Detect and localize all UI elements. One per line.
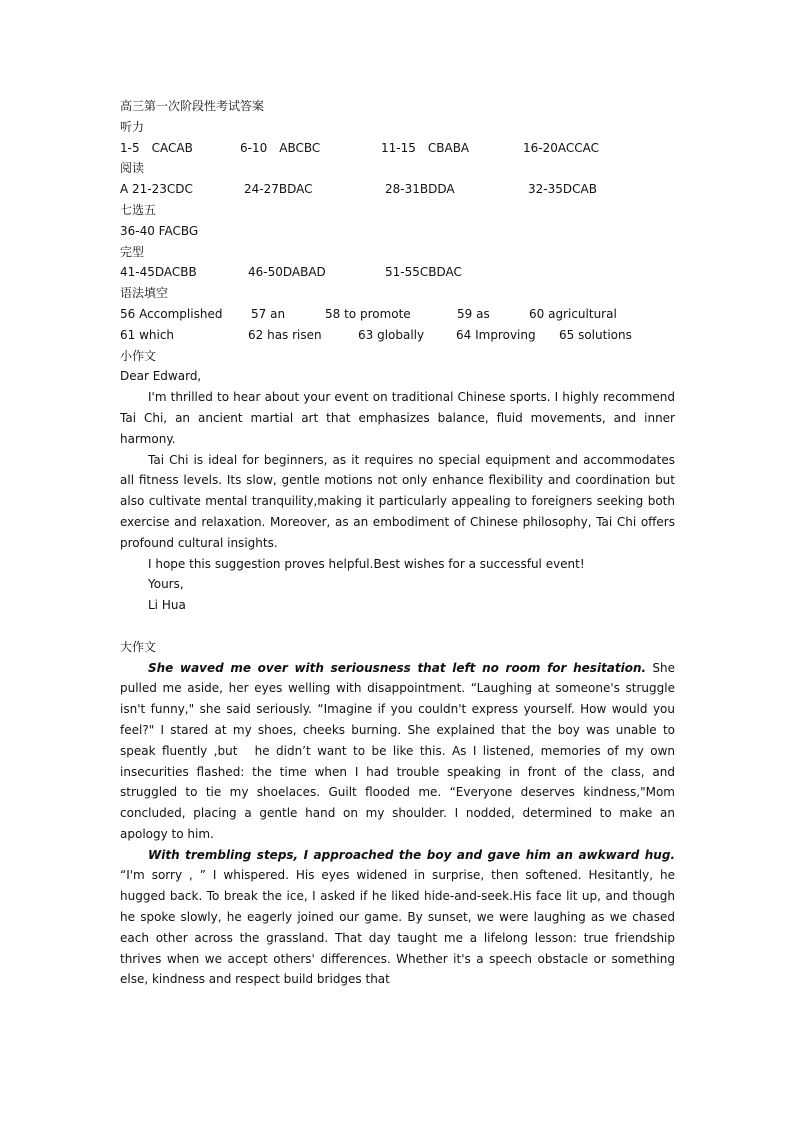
answer-item: 63 globally [358, 327, 425, 342]
section-heading-listening: 听力 [120, 119, 145, 134]
letter-paragraph: Tai Chi is ideal for beginners, as it requires no special equipment and accommodates all fitness levels. Its slow, gentle motions not only enhance flexibility and coordination but also cultivate mental tranquility,making it particularly appealing to foreigners seeking both exercise and relaxation. Moreover, as an embodiment of Chinese philosophy, Tai Chi offers profound cultural insights. [120, 452, 675, 550]
answer-item: 57 an [251, 306, 286, 321]
section-heading-cloze: 完型 [120, 244, 145, 259]
answer-item: 56 Accomplished [120, 306, 223, 321]
answer-group: 41-45DACBB [120, 265, 197, 280]
answer-group: 36-40 FACBG [120, 223, 199, 238]
grammar-answers-row-2 [120, 325, 675, 346]
answer-group: 46-50DABAD [248, 265, 326, 280]
letter-paragraph: I hope this suggestion proves helpful.Best wishes for a successful event! [148, 556, 585, 571]
section-heading-grammar: 语法填空 [120, 286, 169, 301]
essay-paragraph [120, 845, 675, 991]
answer-item: 62 has risen [248, 327, 322, 342]
letter-paragraph: I'm thrilled to hear about your event on traditional Chinese sports. I highly recommend Tai Chi, an ancient martial art that emphasizes balance, fluid movements, and inner harmony. [120, 390, 675, 446]
essay-lead-sentence: With trembling steps, I approached the boy and gave him an awkward hug. [148, 847, 675, 862]
answer-item: 64 Improving [456, 327, 536, 342]
section-heading-seven-choose-five: 七选五 [120, 202, 157, 217]
answer-group: 51-55CBDAC [385, 265, 462, 280]
essay-body: She pulled me aside, her eyes welling with disappointment. “Laughing at someone's struggle isn't funny," she said seriously. “Imagine if you couldn't express yourself. How would you feel?" I stared at my shoes, cheeks burning. She explained that the boy was unable to speak fluently ,but he didn’t want to be like this. As I listened, memories of my own insecurities flashed: the time when I had trouble speaking in front of the class, and struggled to tie my shoelaces. Guilt flooded me. “Everyone deserves kindness,"Mom concluded, placing a gentle hand on my shoulder. I nodded, determined to make an apology to him. [120, 660, 675, 841]
page-title: 高三第一次阶段性考试答案 [120, 99, 265, 113]
essay-body: “I'm sorry , ” I whispered. His eyes widened in surprise, then softened. Hesitantly, he hugged back. To break the ice, I asked if he liked hide-and-seek.His face lit up, and though he spoke slowly, he eagerly joined our game. By sunset, we were laughing as we chased each other across the grassland. That day taught me a lifelong lesson: true friendship thrives when we accept others' differences. Whether it's a speech obstacle or something else, kindness and respect build bridges that [120, 868, 675, 987]
section-heading-short-essay: 小作文 [120, 348, 157, 363]
reading-answers [120, 179, 675, 200]
answer-group: 16-20ACCAC [523, 140, 600, 155]
section-gap [120, 616, 675, 637]
answer-group: 6-10 ABCBC [240, 140, 321, 155]
letter-greeting: Dear Edward, [120, 369, 202, 384]
answer-sheet [120, 96, 675, 990]
answer-item: 61 which [120, 327, 175, 342]
answer-group: 28-31BDDA [385, 182, 455, 197]
letter-signature: Li Hua [148, 598, 186, 613]
answer-group: A 21-23CDC [120, 182, 193, 197]
listening-answers [120, 138, 675, 159]
essay-lead-sentence: She waved me over with seriousness that left no room for hesitation. [148, 660, 647, 675]
answer-group: 11-15 CBABA [381, 140, 470, 155]
answer-group: 32-35DCAB [528, 182, 597, 197]
letter-closing: Yours, [148, 577, 184, 592]
answer-item: 65 solutions [559, 327, 632, 342]
section-heading-long-essay: 大作文 [120, 639, 157, 654]
seven-choose-five-answers [120, 221, 675, 242]
section-heading-reading: 阅读 [120, 161, 145, 176]
answer-item: 60 agricultural [529, 306, 617, 321]
grammar-answers-row-1 [120, 304, 675, 325]
answer-item: 59 as [457, 306, 490, 321]
essay-paragraph [120, 658, 675, 845]
answer-item: 58 to promote [325, 306, 411, 321]
answer-group: 24-27BDAC [244, 182, 313, 197]
answer-group: 1-5 CACAB [120, 140, 193, 155]
cloze-answers [120, 262, 675, 283]
